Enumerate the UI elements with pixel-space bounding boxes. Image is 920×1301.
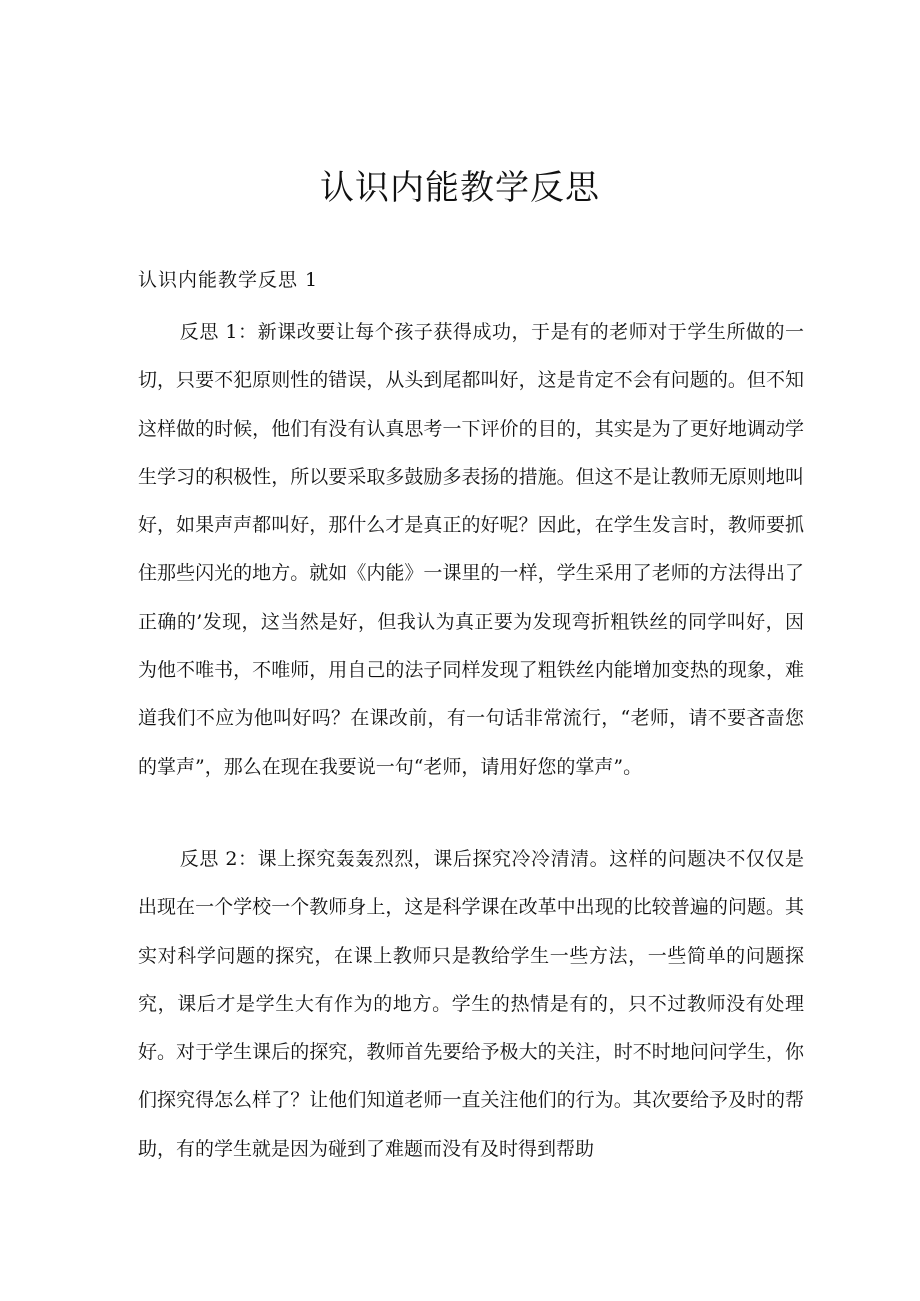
document-title: 认识内能教学反思 [320,168,600,208]
paragraph-reflection-2: 反思 2：课上探究轰轰烈烈，课后探究冷冷清清。这样的问题决不仅仅是出现在一个学校一个教师身上，这是科学课在改革中出现的比较普遍的问题。其实对科学问题的探究，在课上教师只是教给学生一些方法，一些简单的问题探究，课后才是学生大有作为的地方。学生的热情是有的，只不过教师没有处理好。对于学生课后的探究，教师首先要给予极大的关注，时不时地问问学生，你们探究得怎么样了？让他们知道老师一直关注他们的行为。其次要给予及时的帮助，有的学生就是因为碰到了难题而没有及时得到帮助 [138,848,804,1160]
section-heading: 认识内能教学反思 1 [138,269,319,291]
paragraph-reflection-1: 反思 1：新课改要让每个孩子获得成功，于是有的老师对于学生所做的一切，只要不犯原则性的错误，从头到尾都叫好，这是肯定不会有问题的。但不知这样做的时候，他们有没有认真思考一下评价的目的，其实是为了更好地调动学生学习的积极性，所以要采取多鼓励多表扬的措施。但这不是让教师无原则地叫好，如果声声都叫好，那什么才是真正的好呢？因此，在学生发言时，教师要抓住那些闪光的地方。就如《内能》一课里的一样，学生采用了老师的方法得出了正确的’发现，这当然是好，但我认为真正要为发现弯折粗铁丝的同学叫好，因为他不唯书，不唯师，用自己的法子同样发现了粗铁丝内能增加变热的现象，难道我们不应为他叫好吗？在课改前，有一句话非常流行，“老师，请不要吝啬您的掌声”，那么在现在我要说一句“老师，请用好您的掌声”。 [138,321,804,778]
